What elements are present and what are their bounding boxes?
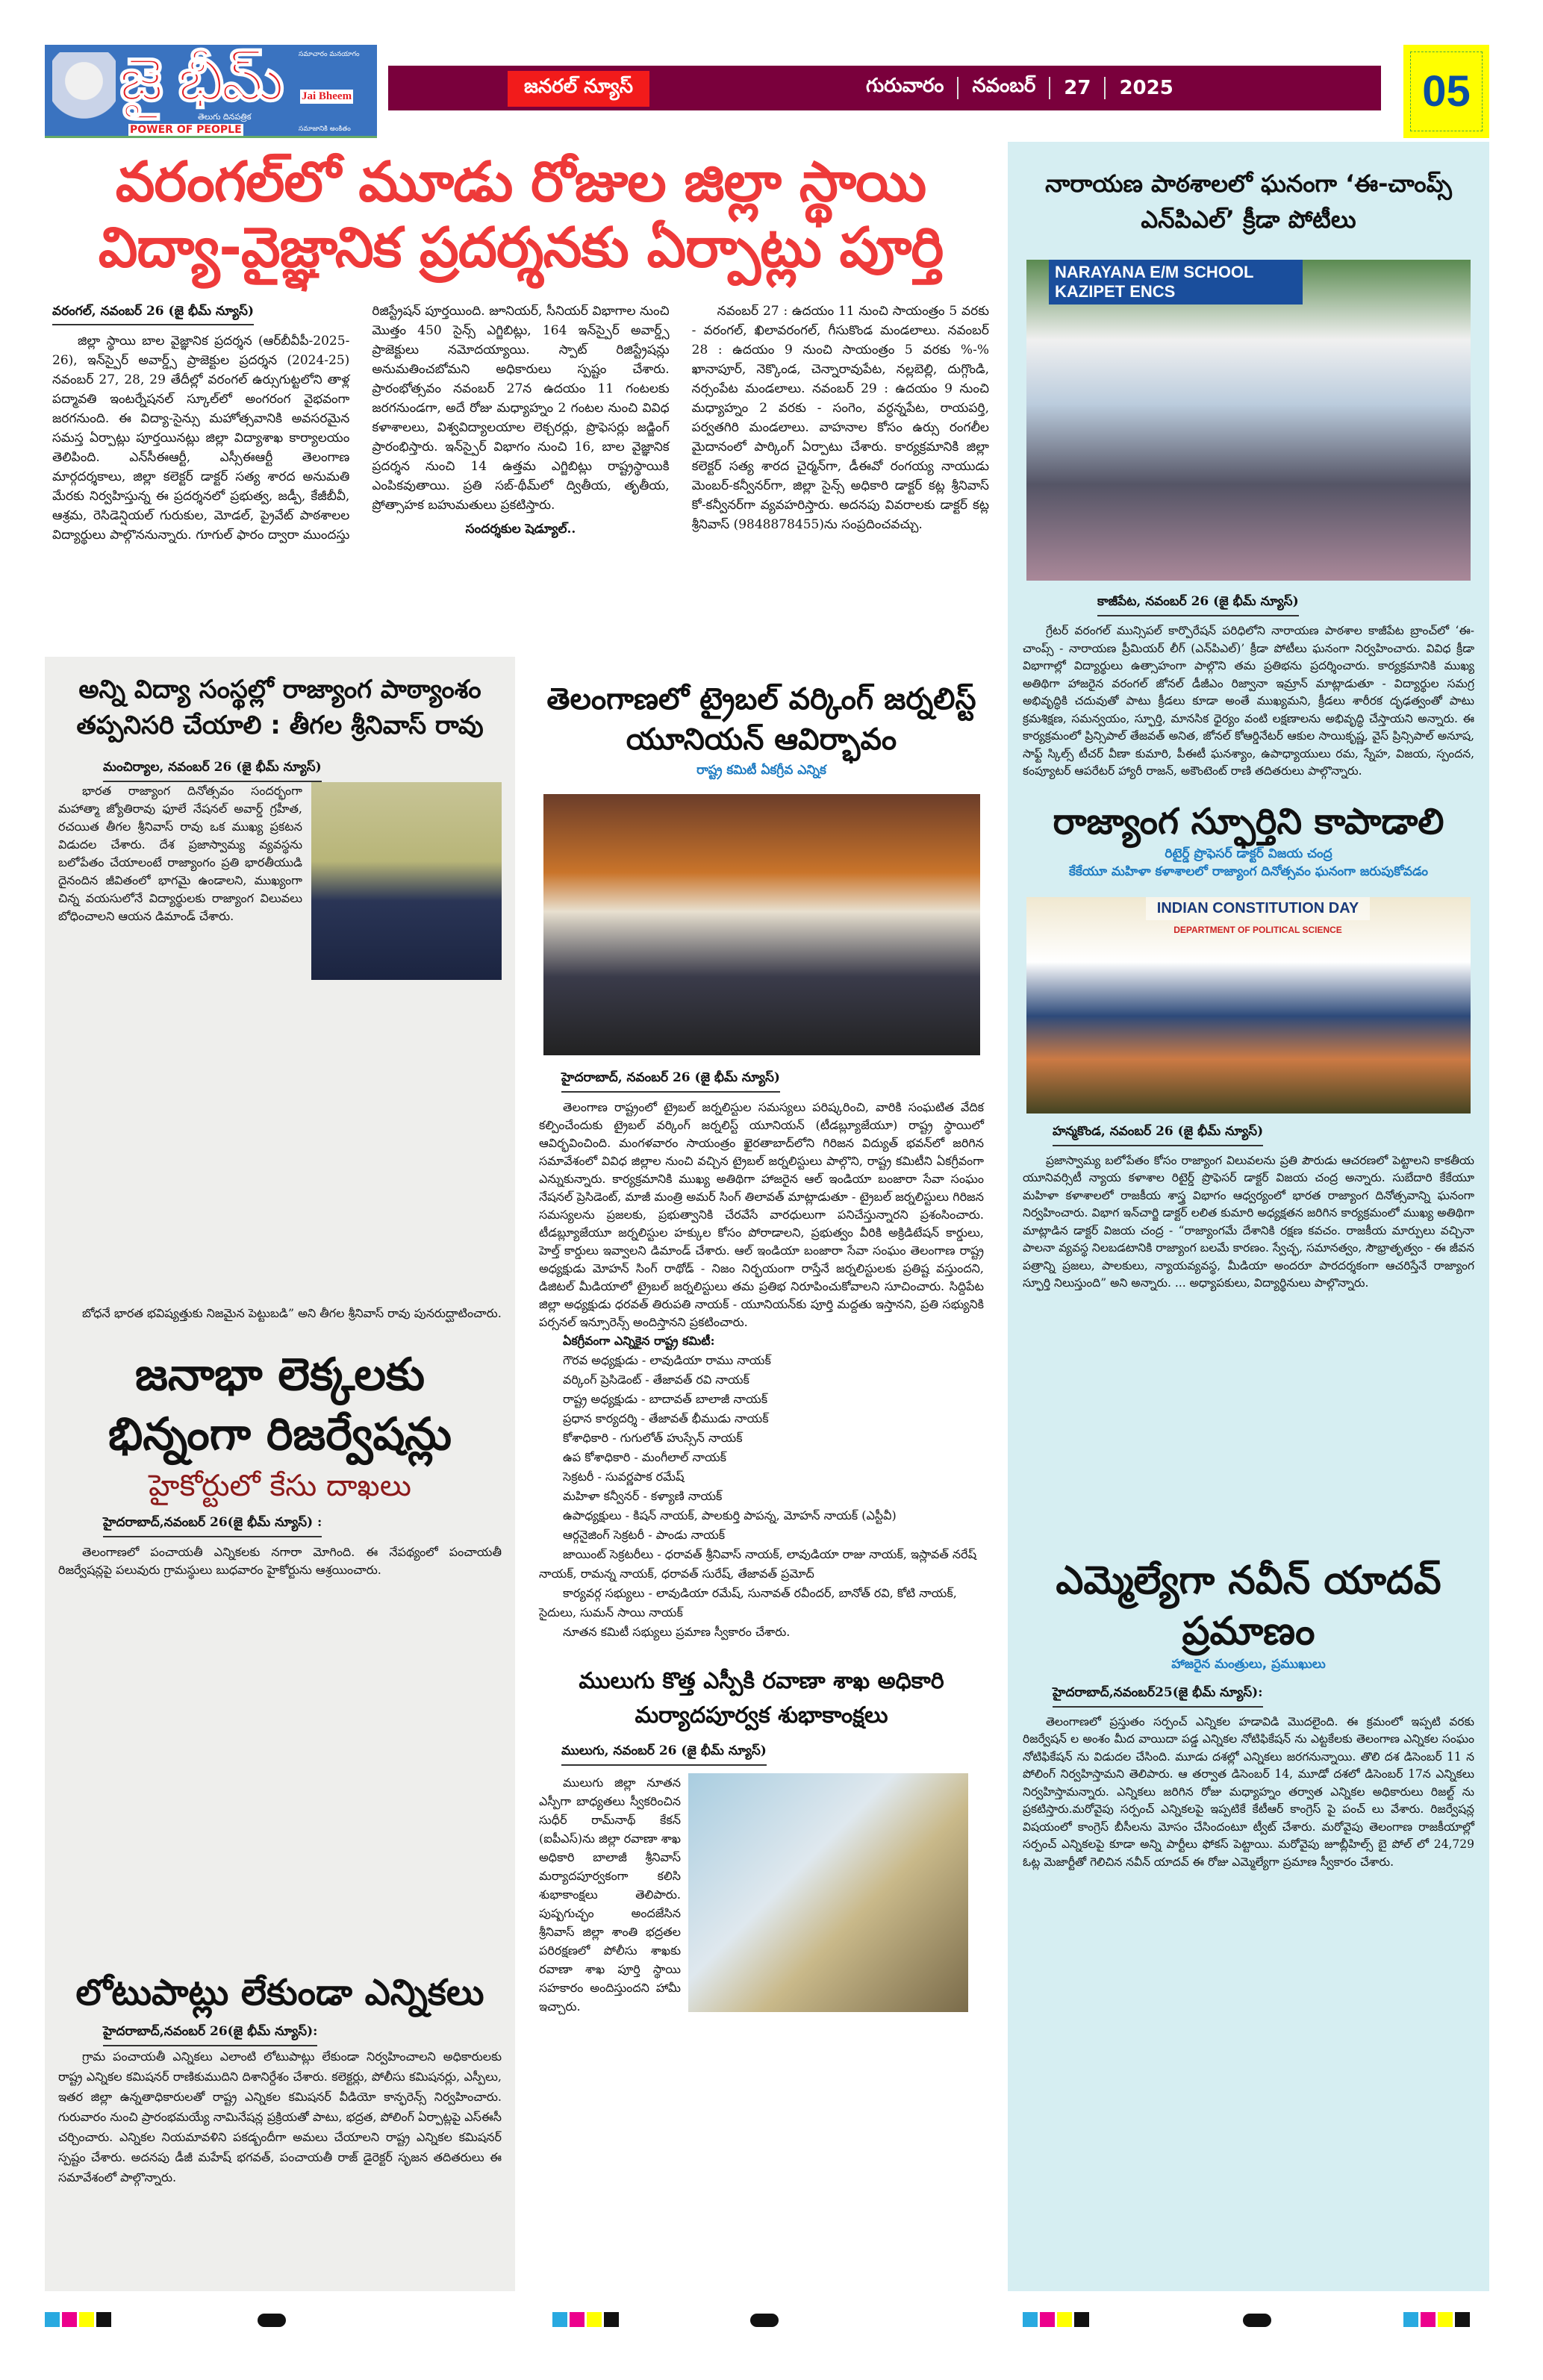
logo-tv: Jai Bheem: [302, 90, 352, 102]
article-body: బోధనే భారత భవిష్యత్తుకు నిజమైన పెట్టుబడి” అని తీగల శ్రీనివాస్ రావు పునరుద్ఘాటించారు.: [82, 1306, 502, 1320]
logo-tagline: POWER OF PEOPLE: [130, 124, 242, 136]
photo-constitution-day: [1026, 897, 1471, 1114]
photo-union-members: [543, 794, 980, 1055]
ambedkar-portrait: [52, 52, 116, 134]
committee-item: ఆర్గనైజింగ్ సెక్రటరీ - పాండు నాయక్: [563, 1528, 726, 1542]
color-registration-marks: [552, 2312, 619, 2327]
committee-item: కోశాధికారి - గుగులోత్ హుస్సేన్ నాయక్: [563, 1431, 743, 1445]
committee-item: ప్రధాన కార్యదర్శి - తేజావత్ భీముడు నాయక్: [563, 1411, 769, 1425]
committee-list: [539, 1331, 984, 1642]
article-subheadline: కేకేయూ మహిళా కళాశాలలో రాజ్యాంగ దినోత్సవం ఘనంగా జరుపుకోవడం: [1069, 863, 1428, 879]
color-registration-marks: [1023, 2312, 1089, 2327]
photo-dept-text: DEPARTMENT OF POLITICAL SCIENCE: [1173, 924, 1342, 935]
photo-narayana-school: [1026, 260, 1471, 581]
lead-headline: వరంగల్‌లో మూడు రోజుల జిల్లా స్థాయి విద్యా-వైజ్ఞానిక ప్రదర్శనకు ఏర్పాట్లు పూర్తి: [98, 150, 944, 280]
article-headline: రాజ్యాంగ స్ఫూర్తిని కాపాడాలి: [1053, 800, 1444, 843]
committee-item: వర్కింగ్ ప్రెసిడెంట్ - తేజావత్ రవి నాయక్: [563, 1372, 749, 1387]
day: గురువారం: [866, 75, 944, 97]
dateline: హైదరాబాద్,నవంబర్25(జై భీమ్ న్యూస్):: [1053, 1685, 1263, 1708]
article-headline: లోటుపాట్లు లేకుండా ఎన్నికలు: [75, 1972, 484, 2014]
dateline: హైదరాబాద్,నవంబర్ 26(జై భీమ్ న్యూస్) :: [103, 1515, 322, 1537]
date: 27: [1064, 77, 1091, 99]
article-body: ములుగు జిల్లా నూతన ఎస్పీగా బాధ్యతలు స్వీకరించిన సుధీర్ రామ్‌నాథ్ కేకన్ (ఐపీఎస్)ను జిల్లా రవాణా శాఖ అధికారి బాలాజీ శ్రీనివాస్ మర్యాదపూర్వకంగా కలిసి శుభాకాంక్షలు తెలిపారు. పుష్పగుచ్ఛం అందజేసిన శ్రీనివాస్ జిల్లా శాంతి భద్రతల పరిరక్షణలో పోలీసు శాఖకు రవాణా శాఖ పూర్తి స్థాయి సహకారం అందిస్తుందని హామీ ఇచ్చారు.: [539, 1775, 681, 2014]
dateline: మంచిర్యాల, నవంబర్ 26 (జై భీమ్ న్యూస్): [103, 760, 322, 782]
article-headline: ములుగు కొత్త ఎస్పీకి రవాణా శాఖ అధికారి మర్యాదపూర్వక శుభాకాంక్షలు: [579, 1668, 944, 1728]
committee-item: మహిళా కన్వీనర్ - కళ్యాణి నాయక్: [563, 1489, 723, 1503]
committee-item: ఉప కోశాధికారి - మంగీలాల్ నాయక్: [563, 1450, 727, 1464]
committee-item: నూతన కమిటీ సభ్యులు ప్రమాణ స్వీకారం చేశారు.: [563, 1625, 791, 1639]
committee-item: కార్యవర్గ సభ్యులు - లావుడియా రమేష్, సునావత్ రవీందర్, బానోత్ రవి, కోటి నాయక్, సైదులు, సుమన్ సాయి నాయక్: [539, 1586, 957, 1620]
year: 2025: [1119, 77, 1173, 99]
article-subheadline: రాష్ట్ర కమిటీ ఏకగ్రీవ ఎన్నిక: [696, 763, 826, 778]
article-body: భారత రాజ్యాంగ దినోత్సవం సందర్భంగా మహాత్మా జ్యోతిరావు ఫూలే నేషనల్ అవార్డ్ గ్రహీత, రచయిత తీగల శ్రీనివాస్ రావు ఒక ముఖ్య ప్రకటన విడుదల చేశారు. దేశ ప్రజాస్వామ్య వ్యవస్థను బలోపేతం చేయాలంటే రాజ్యాంగం ప్రతి భారతీయుడి దైనందిన జీవితంలో భాగమై ఉండాలని, ముఖ్యంగా చిన్న వయసులోనే విద్యార్థులకు రాజ్యాంగ విలువలు బోధించాలని ఆయన డిమాండ్ చేశారు.: [58, 784, 302, 923]
dateline: కాజీపేట, నవంబర్ 26 (జై భీమ్ న్యూస్): [1097, 594, 1299, 616]
registration-mark: [1243, 2314, 1271, 2327]
article-body: గ్రేటర్ వరంగల్ మున్సిపల్ కార్పొరేషన్ పరిధిలోని నారాయణ పాఠశాల కాజీపేట బ్రాంచ్‌లో ‘ఈ-చాంప్స్ - నారాయణ ప్రీమియర్ లీగ్ (ఎన్‌పిఎల్)’ క్రీడా పోటీలు ఘనంగా నిర్వహించారు. వివిధ క్రీడా విభాగాల్లో విద్యార్థులు ఉత్సాహంగా పాల్గొని తమ ప్రతిభను ప్రదర్శించారు. కార్యక్రమానికి ముఖ్య అతిథిగా హాజరైన వరంగల్ జోనల్ డీజీఎం రిజ్వానా ఇమ్రాన్ మాట్లాడుతూ - విద్యార్థుల సమగ్ర అభివృద్ధికి చదువుతో పాటు క్రీడలు కూడా అంతే ముఖ్యమని, క్రీడలు శారీరక దృఢత్వంతో పాటు క్రమశిక్షణ, సమన్వయం, స్ఫూర్తి, మానసిక ధైర్యం వంటి లక్షణాలను అభివృద్ధి చేస్తాయని అన్నారు. ఈ కార్యక్రమంలో ప్రిన్సిపాల్ తేజవత్ అనిత, జోనల్ కోఆర్డినేటర్ ఆకుల సాయికృష్ణ, వైస్ ప్రిన్సిపాల్ అనూష, సాఫ్ట్ స్కిల్స్ టీచర్ వీణా కుమారి, పీఈటీ ఘనశ్యాం, ఉపాధ్యాయులు రమ, స్నేహ, విజయ, స్పందన, కంప్యూటర్ ఆపరేటర్ హ్యారీ రాజన్, అకౌంటెంట్ రాణి తదితరులు పాల్గొన్నారు.: [1023, 624, 1474, 778]
article-body: తెలంగాణలో ప్రస్తుతం సర్పంచ్ ఎన్నికల హడావిడి మొదలైంది. ఈ క్రమంలో ఇప్పటి వరకు రిజర్వేషన్ ల అంశం మీద వాయిదా పడ్డ ఎన్నికల నోటిఫికేషన్ ను ఎట్టకేలకు తెలంగాణ ఎన్నికల సంఘం నోటిఫికేషన్ ను విడుదల చేసింది. మూడు దశల్లో ఎన్నికలు జరగనున్నాయి. తొలి దశ డిసెంబర్ 11 న పోలింగ్ నిర్వహిస్తామని తెలిపారు. ఆ తర్వాత డిసెంబర్ 14, మూడో దశలో డిసెంబర్ 17న ఎన్నికలు నిర్వహిస్తామన్నారు. ఎన్నికలు జరిగిన రోజు మధ్యాహ్నం తర్వాత ఎన్నికల అధికారులు రిజల్ట్ ను ప్రకటిస్తారు.మరోవైపు సర్పంచ్ ఎన్నికలపై ఇప్పటికే కేటీఆర్ కాంగ్రెస్ పై పంచ్ లు వేశారు. రిజర్వేషన్ల విషయంలో కాంగ్రెస్ బీసీలను మోసం చేసిందంటూ ట్వీట్ చేశారు. మరోవైపు తెలంగాణ రాజకీయాల్లో సర్పంచ్ ఎన్నికలపై కూడా అన్ని పార్టీలు ఫోకస్ పెట్టాయి. మరోవైపు జూబ్లీహిల్స్ బై పోల్ లో 24,729 ఓట్ల మెజార్టీతో గెలిచిన నవీన్ యాదవ్ ఈ రోజు ఎమ్మెల్యేగా ప్రమాణ స్వీకారం చేశారు.: [1023, 1714, 1474, 1869]
subheading: సందర్శకుల షెడ్యూల్..: [465, 522, 576, 537]
left-column: [45, 657, 515, 2291]
committee-title: ఏకగ్రీవంగా ఎన్నికైన రాష్ట్ర కమిటీ:: [563, 1334, 715, 1348]
article-subheadline: హైకోర్టులో కేసు దాఖలు: [149, 1469, 411, 1503]
committee-item: గౌరవ అధ్యక్షుడు - లావుడియా రాము నాయక్: [563, 1353, 771, 1367]
committee-item: జాయింట్ సెక్రటరీలు - ధరావత్ శ్రీనివాస్ నాయక్, లావుడియా రాజు నాయక్, ఇస్లావత్ నరేష్ నాయక్, రామన్న నాయక్, ధరావత్ సురేష్, తేజావత్ ప్రమోద్: [539, 1547, 977, 1581]
logo-subtitle: తెలుగు దినపత్రిక: [198, 112, 252, 122]
middle-column: [523, 657, 1000, 2291]
article-subheadline: హాజరైన మంత్రులు, ప్రముఖులు: [1171, 1656, 1326, 1672]
color-registration-marks: [45, 2312, 111, 2327]
article-body: ప్రజాస్వామ్య బలోపేతం కోసం రాజ్యాంగ విలువలను ప్రతి పౌరుడు ఆచరణలో పెట్టాలని కాకతీయ యూనివర్సిటీ న్యాయ కళాశాల రిటైర్డ్ ప్రొఫెసర్ డాక్టర్ విజయ చంద్ర అన్నారు. సుబేదారి కేకేయూ మహిళా కళాశాలలో రాజకీయ శాస్త్ర విభాగం ఆధ్వర్యంలో భారత రాజ్యాంగ దినోత్సవాన్ని ఘనంగా నిర్వహించారు. విభాగ ఇన్‌చార్జి డాక్టర్ లలిత కుమారి అధ్యక్షతన జరిగిన కార్యక్రమంలో ముఖ్య అతిథిగా మాట్లాడిన డాక్టర్ విజయ చంద్ర - “రాజ్యాంగమే దేశానికి రక్షణ కవచం. రాజకీయ మార్పులు వచ్చినా పాలనా వ్యవస్థ నిలబడటానికి రాజ్యాంగ బలమే కారణం. స్వేచ్ఛ, సమానత్వం, సౌభ్రాతృత్వం - ఈ జీవన పత్రాన్ని ప్రజలు, పాలకులు, న్యాయవ్యవస్థ, మీడియా అందరూ పారదర్శకంగా ఆచరిస్తేనే రాజ్యాంగ స్ఫూర్తి నిలుస్తుంది” అని అన్నారు. ... అధ్యాపకులు, విద్యార్థినులు పాల్గొన్నారు.: [1023, 1153, 1474, 1290]
article-body: గ్రామ పంచాయతీ ఎన్నికలు ఎలాంటి లోటుపాట్లు లేకుండా నిర్వహించాలని అధికారులకు రాష్ట్ర ఎన్నికల కమిషనర్ రాణికుముదిని దిశానిర్దేశం చేశారు. కలెక్టర్లు, పోలీసు కమిషనర్లు, ఎస్పీలు, ఇతర జిల్లా ఉన్నతాధికారులతో రాష్ట్ర ఎన్నికల కమిషనర్ వీడియో కాన్ఫరెన్స్ నిర్వహించారు. గురువారం నుంచి ప్రారంభమయ్యే నామినేషన్ల ప్రక్రియతో పాటు, భద్రత, పోలింగ్ ఏర్పాట్లపై ఎస్ఈసీ చర్చించారు. ఎన్నికల నియమావళిని పకడ్బందీగా అమలు చేయాలని రాష్ట్ర ఎన్నికల కమిషనర్ స్పష్టం చేశారు. అదనపు డీజీ మహేష్ భగవత్, పంచాయతీ రాజ్ డైరెక్టర్ సృజన తదితరులు ఈ సమావేశంలో పాల్గొన్నారు.: [58, 2049, 502, 2184]
committee-item: ఉపాధ్యక్షులు - కిషన్ నాయక్, పాలకుర్తి పాపన్న, మోహన్ నాయక్ (ఎస్టీవీ): [563, 1508, 897, 1522]
photo-sp-greeting: [688, 1773, 968, 2012]
photo-school-sign: NARAYANA E/M SCHOOL KAZIPET ENCS: [1049, 260, 1303, 304]
article-headline: అన్ని విద్యా సంస్థల్లో రాజ్యాంగ పాఠ్యాంశం తప్పనిసరి చేయాలి : తీగల శ్రీనివాస్ రావు: [76, 675, 484, 740]
dateline: హన్మకొండ, నవంబర్ 26 (జై భీమ్ న్యూస్): [1053, 1124, 1263, 1146]
divider: [957, 77, 958, 99]
article-headline: ఎమ్మెల్యేగా నవీన్ యాదవ్ ప్రమాణం: [1056, 1558, 1441, 1654]
month: నవంబర్: [972, 75, 1036, 97]
photo-srinivas-rao: [311, 782, 502, 980]
registration-mark: [750, 2314, 779, 2327]
color-registration-marks: [1403, 2312, 1470, 2327]
logo-tag-top: సమాచారం మనయాగం: [299, 51, 360, 58]
logo-tag-bottom: సమాజానికి అంకితం: [299, 125, 351, 133]
dateline: హైదరాబాద్,నవంబర్ 26(జై భీమ్ న్యూస్):: [103, 2024, 317, 2046]
photo-banner-text: INDIAN CONSTITUTION DAY: [1146, 897, 1370, 920]
committee-item: సెక్రటరీ - సువర్ణపాక రమేష్: [563, 1469, 685, 1484]
article-headline: తెలంగాణలో ట్రైబల్ వర్కింగ్ జర్నలిస్ట్ యూనియన్ ఆవిర్భావం: [546, 682, 976, 757]
masthead-logo: [45, 45, 377, 138]
logo-name: జై భీమ్: [119, 45, 281, 114]
dateline: హైదరాబాద్, నవంబర్ 26 (జై భీమ్ న్యూస్): [561, 1070, 780, 1093]
article-body: తెలంగాణ రాష్ట్రంలో ట్రైబల్ జర్నలిస్టుల సమస్యలు పరిష్కరించి, వారికి సంఘటిత వేదిక కల్పించేందుకు ట్రైబల్ వర్కింగ్ జర్నలిస్ట్ యూనియన్ (టీడబ్ల్యూజేయూ) రాష్ట్ర స్థాయిలో ఆవిర్భవించింది. మంగళవారం సాయంత్రం ఖైరతాబాద్‌లోని గిరిజన విద్యుత్ భవన్‌లో జరిగిన సమావేశంలో వివిధ జిల్లాల నుంచి వచ్చిన ట్రైబల్ జర్నలిస్టులు పాల్గొని, రాష్ట్ర కమిటీని ఏకగ్రీవంగా ఎన్నుకున్నారు. కార్యక్రమానికి ముఖ్య అతిథిగా హాజరైన ఆల్ ఇండియా బంజారా సేవా సంఘం నేషనల్ ప్రెసిడెంట్, మాజీ మంత్రి అమర్ సింగ్ తిలావత్ మాట్లాడుతూ - ట్రైబల్ జర్నలిస్టులు గిరిజన సమస్యలను ప్రజలకు, ప్రభుత్వానికి చేరవేసే వారధులుగా పనిచేస్తున్నారని ప్రశంసించారు. టీడబ్ల్యూజేయూ జర్నలిస్టుల హక్కుల కోసం పోరాడాలని, ప్రభుత్వం వీరికి అక్రిడిటేషన్ కార్డులు, హెల్త్ కార్డులు ఇవ్వాలని డిమాండ్ చేశారు. ఆల్ ఇండియా బంజారా సేవా సంఘం తెలంగాణ రాష్ట్ర అధ్యక్షుడు మోహన్ సింగ్ రాథోడ్ - నిజం నిర్భయంగా రాస్తేనే జర్నలిస్టులకు ప్రతిష్ట వస్తుందని, డిజిటల్ మీడియాలో ట్రైబల్ జర్నలిస్టులు తమ ప్రతిభ నిరూపించుకోవాలని సూచించారు. సిద్దిపేట జిల్లా అధ్యక్షుడు ధరవత్ తిరుపతి నాయక్ - యూనియన్‌కు పూర్తి మద్దతు ఇస్తానని, ప్రతి సభ్యునికి పర్సనల్ ఇన్సూరెన్స్ అందిస్తానని ప్రకటించారు.: [539, 1100, 984, 1329]
divider: [1049, 77, 1050, 99]
divider: [1104, 77, 1106, 99]
article-body: నవంబర్ 27 : ఉదయం 11 నుంచి సాయంత్రం 5 వరకు - వరంగల్, ఖిలావరంగల్, గీసుకొండ మండలాలు. నవంబర్ 28 : ఉదయం 9 నుంచి సాయంత్రం 5 వరకు %-% ఖానాపూర్, నెక్కొండ, చెన్నారావుపేట, నల్లబెల్లి, దుగ్గొండి, నర్సంపేట మండలాలు. నవంబర్ 29 : ఉదయం 9 నుంచి మధ్యాహ్నం 2 వరకు - సంగెం, వర్ధన్నపేట, రాయపర్తి, పర్వతగిరి మండలాలు. వాహనాల కోసం ఉర్సు రంగలీల మైదానంలో పార్కింగ్ ఏర్పాటు చేశారు. కార్యక్రమానికి జిల్లా కలెక్టర్ సత్య శారద చైర్మన్‌గా, డీఈవో రంగయ్య నాయుడు మెంబర్-కన్వీనర్‌గా, జిల్లా సైన్స్ అధికారి డాక్టర్ కట్ల శ్రీనివాస్ కో-కన్వీనర్‌గా వ్యవహరిస్తారు. అదనపు వివరాలకు డాక్టర్ కట్ల శ్రీనివాస్ (9848878455)ను సంప్రదించవచ్చు.: [691, 304, 989, 532]
dateline: వరంగల్, నవంబర్ 26 (జై భీమ్ న్యూస్): [52, 302, 254, 325]
article-body: తెలంగాణలో పంచాయతీ ఎన్నికలకు నగారా మోగింది. ఈ నేపథ్యంలో పంచాయతీ రిజర్వేషన్లపై పలువురు గ్రామస్థులు బుధవారం హైకోర్టును ఆశ్రయించారు.: [58, 1545, 502, 1577]
issue-date: [866, 66, 1173, 110]
dateline: ములుగు, నవంబర్ 26 (జై భీమ్ న్యూస్): [561, 1743, 767, 1766]
lead-article: [45, 149, 997, 649]
page-number: 05: [1403, 45, 1489, 138]
article-subheadline: రిటైర్డ్ ప్రొఫెసర్ డాక్టర్ విజయ చంద్ర: [1165, 846, 1332, 861]
article-headline: జనాభా లెక్కలకు భిన్నంగా రిజర్వేషన్లు: [107, 1349, 452, 1461]
article-body: జిల్లా స్థాయి బాల వైజ్ఞానిక ప్రదర్శన (ఆర్‌బీవీపీ-2025-26), ఇన్‌స్పైర్ అవార్డ్స్ ప్రాజెక్టుల ప్రదర్శన (2024-25) నవంబర్ 27, 28, 29 తేదీల్లో వరంగల్ ఉర్సుగుట్టలోని తాళ్ల పద్మావతి ఇంటర్నేషనల్ స్కూల్‌లో అంగరంగ వైభవంగా జరగనుంది. ఈ విద్యా-సైన్సు మహోత్సవానికి అవసరమైన సమస్త ఏర్పాట్లు పూర్తయినట్లు జిల్లా విద్యాశాఖ కార్యాలయం తెలిపింది. ఎన్‌సీఈఆర్టీ, ఎస్సీఈఆర్టీ తెలంగాణ మార్గదర్శకాలు, జిల్లా కలెక్టర్ డాక్టర్ సత్య శారద అనుమతి మేరకు నిర్వహిస్తున్న ఈ ప్రదర్శనలో ప్రభుత్వ, జడ్పీ, కేజీబీవీ, ఆశ్రమ, రెసిడెన్షియల్ గురుకుల, మోడల్, ప్రైవేట్ పాఠశాలల విద్యార్థులు పాల్గొననున్నారు. గూగుల్ ఫారం ద్వారా ముందస్తు రిజిస్ట్రేషన్ పూర్తయింది. జూనియర్, సీనియర్ విభాగాల నుంచి మొత్తం 450 సైన్స్ ఎగ్జిబిట్లు, 164 ఇన్‌స్పైర్ అవార్డ్స్ ప్రాజెక్టులు నమోదయ్యాయి. స్పాట్ రిజిస్ట్రేషన్లు అనుమతించబోమని అధికారులు స్పష్టం చేశారు. ప్రారంభోత్సవం నవంబర్ 27న ఉదయం 11 గంటలకు జరగనుండగా, అదే రోజు మధ్యాహ్నం 2 గంటల నుంచి వివిధ కళాశాలలు, విశ్వవిద్యాలయాల లెక్చరర్లు, ప్రొఫెసర్లు జడ్జింగ్ ప్రారంభిస్తారు. ఇన్‌స్పైర్ విభాగం నుంచి 16, బాల వైజ్ఞానిక ప్రదర్శన నుంచి 14 ఉత్తమ ఎగ్జిబిట్లు రాష్ట్రస్థాయికి ఎంపికవుతాయి. ప్రతి సబ్-థీమ్‌లో ద్వితీయ, తృతీయ, ప్రోత్సాహక బహుమతులు ప్రకటిస్తారు.: [52, 304, 670, 543]
committee-item: రాష్ట్ర అధ్యక్షుడు - బాదావత్ బాలాజీ నాయక్: [563, 1392, 768, 1406]
right-column: [1008, 142, 1489, 2291]
registration-mark: [258, 2314, 286, 2327]
article-headline: నారాయణ పాఠశాలలో ఘనంగా ‘ఈ-చాంప్స్ ఎన్‌పిఎల్’ క్రీడా పోటీలు: [1045, 169, 1452, 234]
section-label: జనరల్ న్యూస్: [508, 71, 649, 107]
